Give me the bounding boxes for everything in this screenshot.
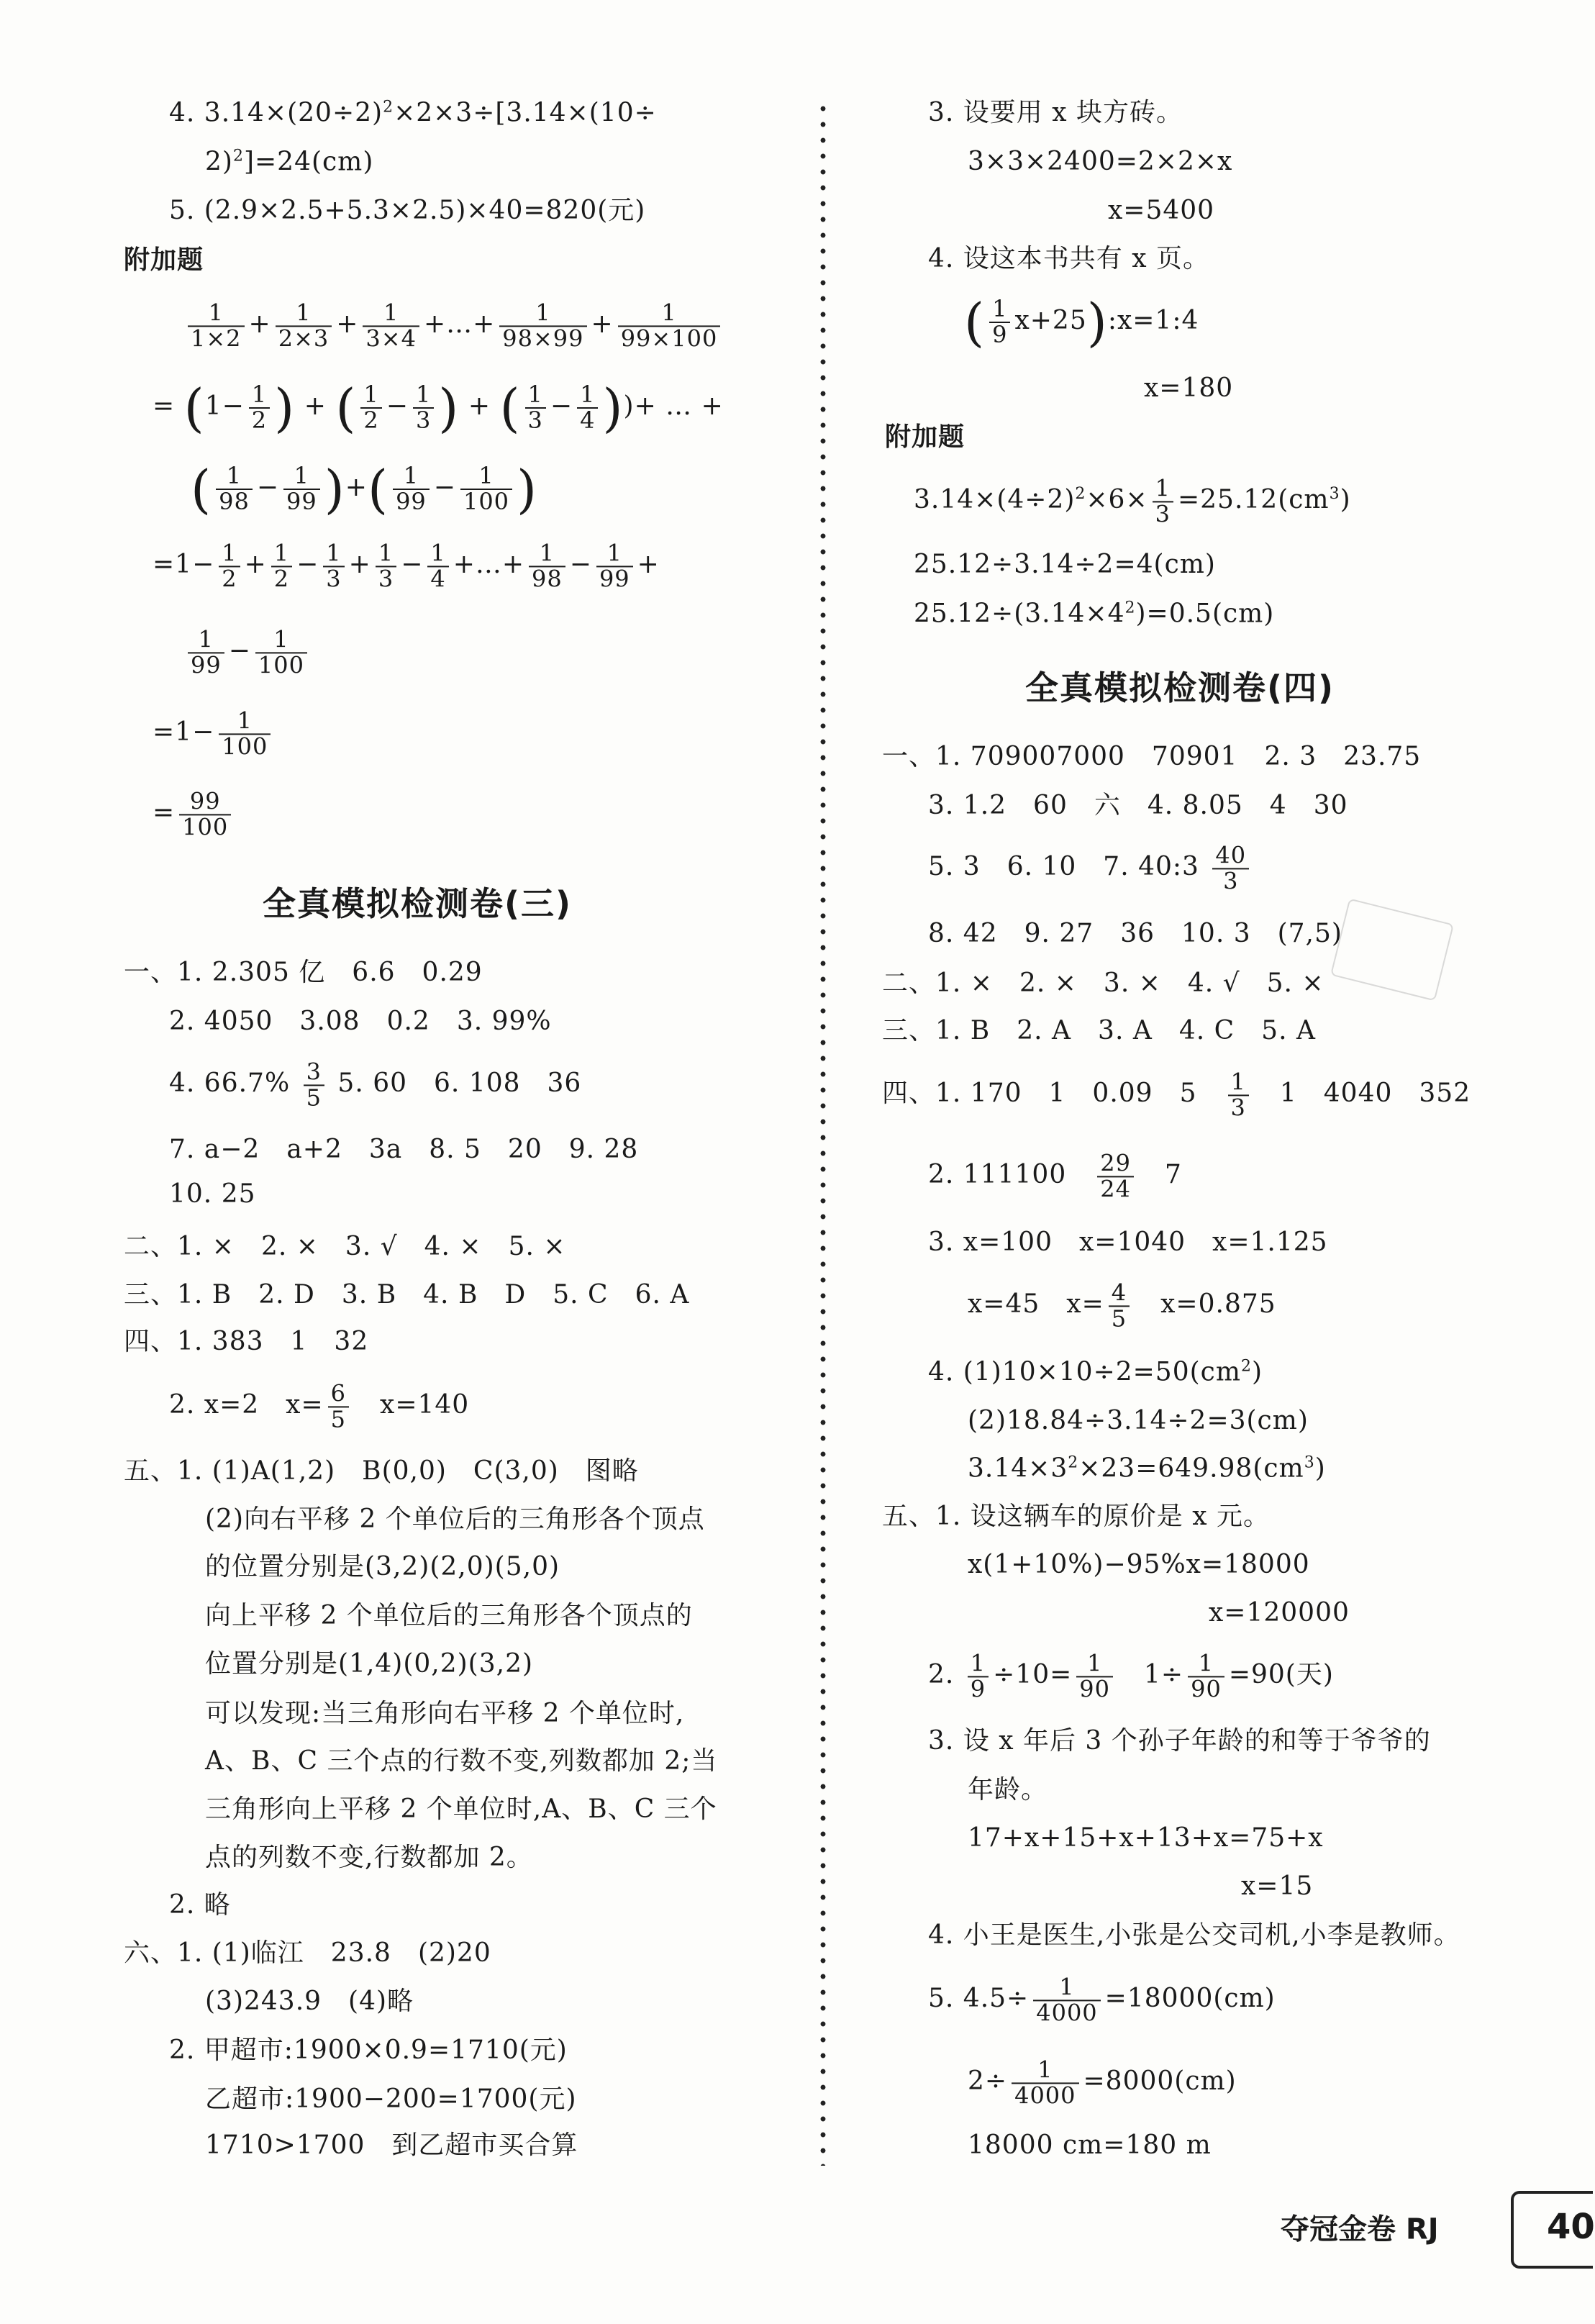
answer-line: 4. $(1)10\times 10\div 2=50(cm^2)$ [928,1357,1263,1387]
page-number: 40 [1547,2207,1595,2247]
answer-line: $25.12\div(3.14\times 4^2)=0.5(cm)$ [914,599,1275,629]
footer-brand: 夺冠金卷 RJ [1281,2212,1439,2246]
answer-line: (3)243.9 (4)略 [205,1987,414,2016]
answer-line: 年龄。 [968,1775,1048,1805]
answer-line: 5. 3 6. 10 7. 40:3 $\frac{40}{3}$ [928,843,1253,893]
answer-line: A、B、C 三个点的行数不变,列数都加 2;当 [205,1746,718,1776]
equation-line: = (1− $\frac{1}{2}$ ) + ( $\frac{1}{2}$ − $\frac{1}{3}$ ) + ( $\frac{1}{3}$ − $\frac{1}{4}$ ))+ … + [153,378,724,438]
answer-line: x=120000 [1209,1598,1350,1628]
answer-line: $3.14\times(4\div 2)^2\times 6\times$ $\frac{1}{3}$ $=25.12(cm^3)$ [914,474,1351,527]
section-title: 全真模拟检测卷(三) [263,884,573,923]
answer-line: 4. $3.14\times(20\div 2)^2\times 2\times 3\div[3.14\times(10\div$ [169,98,657,128]
answer-line: 2. x=2 x= $\frac{6}{5}$ x=140 [169,1379,470,1433]
answer-line: 10. 25 [169,1179,256,1209]
equation-line: $\frac{1}{1\times 2}$ + $\frac{1}{2\times 3}$ + $\frac{1}{3\times 4}$ +…+ $\frac{1}{98\times 99}$ + $\frac{1}{99\times 100}$ [183,301,724,350]
answer-line: x=45 x= $\frac{4}{5}$ x=0.875 [968,1279,1276,1332]
answer-line: 2. 111100 $\frac{29}{24}$ 7 [928,1149,1182,1202]
equation-line: =1− $\frac{1}{2}$ + $\frac{1}{2}$ − $\frac{1}{3}$ + $\frac{1}{3}$ − $\frac{1}{4}$ +…+ $\frac{1}{98}$ − $\frac{1}{99}$ + [153,539,660,592]
answer-line: x=180 [1144,373,1234,403]
answer-line: 5. (2.9×2.5+5.3×2.5)×40=820(元) [169,196,646,225]
answer-line: ( $\frac{1}{9}$ x+25):x=1:4 [964,292,1199,353]
answer-line: 8. 42 9. 27 36 10. 3 (7,5) [928,919,1342,948]
answer-line: 2. 甲超市:1900×0.9=1710(元) [169,2035,568,2065]
answer-line: 一、1. 2.305 亿 6.6 0.29 [124,958,483,987]
answer-line: 三、1. B 2. D 3. B 4. B D 5. C 6. A [124,1280,690,1309]
equation-line: $\frac{1}{99}$ − $\frac{1}{100}$ [183,627,312,677]
answer-line: 2. 略 [169,1890,231,1920]
section-title: 全真模拟检测卷(四) [1025,668,1335,707]
answer-line: x=15 [1241,1871,1314,1901]
answer-line: $3.14\times 3^2\times 23=649.98(cm^3)$ [968,1453,1326,1484]
answer-line: 三、1. B 2. A 3. A 4. C 5. A [882,1016,1316,1045]
answer-line: 2)$^2$]=24(cm) [205,147,374,177]
answer-line: 4. 设这本书共有 x 页。 [928,244,1209,273]
answer-line: 2. $\frac{1}{9}$ ÷10= $\frac{1}{90}$ 1÷ $\frac{1}{90}$ =90(天) [928,1649,1334,1702]
answer-line: 五、1. (1)A(1,2) B(0,0) C(3,0) 图略 [124,1456,639,1486]
answer-line: 四、1. 383 1 32 [124,1327,369,1356]
stamp-mark [1330,898,1454,1001]
answer-line: 位置分别是(1,4)(0,2)(3,2) [205,1649,534,1679]
answer-line: (2)向右平移 2 个单位后的三角形各个顶点 [205,1504,705,1534]
answer-line: 1710>1700 到乙超市买合算 [205,2130,578,2160]
answer-line: 五、1. 设这辆车的原价是 x 元。 [882,1502,1270,1531]
answer-line: 点的列数不变,行数都加 2。 [205,1843,533,1872]
equation-line: =1− $\frac{1}{100}$ [153,709,275,758]
answer-line: 向上平移 2 个单位后的三角形各个顶点的 [205,1601,693,1630]
bonus-label: 附加题 [885,422,965,452]
answer-line: 乙超市:1900−200=1700(元) [205,2084,577,2114]
answer-line: (2)18.84÷3.14÷2=3(cm) [968,1406,1309,1435]
answer-line: 5. 4.5÷ $\frac{1}{4000}$ =18000(cm) [928,1973,1276,2026]
answer-line: x=5400 [1108,196,1215,225]
answer-line: 一、1. 709007000 70901 2. 3 23.75 [882,742,1422,771]
answer-line: 3×3×2400=2×2×x [968,147,1233,176]
answer-line: 2. 4050 3.08 0.2 3. 99% [169,1007,552,1036]
answer-line: 4. 66.7% $\frac{3}{5}$ 5. 60 6. 108 36 [169,1058,582,1111]
answer-line: 25.12÷3.14÷2=4(cm) [914,550,1216,579]
answer-line: 三角形向上平移 2 个单位时,A、B、C 三个 [205,1794,717,1824]
answer-line: 的位置分别是(3,2)(2,0)(5,0) [205,1552,560,1581]
answer-line: 3. 1.2 60 六 4. 8.05 4 30 [928,791,1348,820]
answer-line: x(1+10%)−95%x=18000 [968,1550,1310,1579]
answer-line: 六、1. (1)临江 23.8 (2)20 [124,1938,491,1968]
answer-line: 7. a−2 a+2 3a 8. 5 20 9. 28 [169,1135,639,1164]
equation-line: = $\frac{99}{100}$ [153,789,235,839]
answer-line: 四、1. 170 1 0.09 5 $\frac{1}{3}$ 1 4040 352 [882,1068,1471,1121]
answer-line: 3. 设要用 x 块方砖。 [928,98,1183,127]
answer-line: 2÷ $\frac{1}{4000}$ =8000(cm) [968,2056,1237,2109]
bonus-label: 附加题 [124,245,204,275]
answer-line: 二、1. × 2. × 3. × 4. √ 5. × [882,968,1324,998]
answer-line: 18000 cm=180 m [968,2130,1212,2160]
answer-line: 3. x=100 x=1040 x=1.125 [928,1227,1328,1257]
column-divider [820,101,826,2166]
answer-line: 4. 小王是医生,小张是公交司机,小李是教师。 [928,1920,1460,1950]
answer-line: 3. 设 x 年后 3 个孙子年龄的和等于爷爷的 [928,1726,1431,1756]
answer-line: 可以发现:当三角形向右平移 2 个单位时, [205,1699,685,1728]
equation-line: ( $\frac{1}{98}$ − $\frac{1}{99}$ )+( $\frac{1}{99}$ − $\frac{1}{100}$ ) [191,459,538,519]
answer-line: 17+x+15+x+13+x=75+x [968,1823,1324,1853]
answer-line: 二、1. × 2. × 3. √ 4. × 5. × [124,1232,566,1261]
